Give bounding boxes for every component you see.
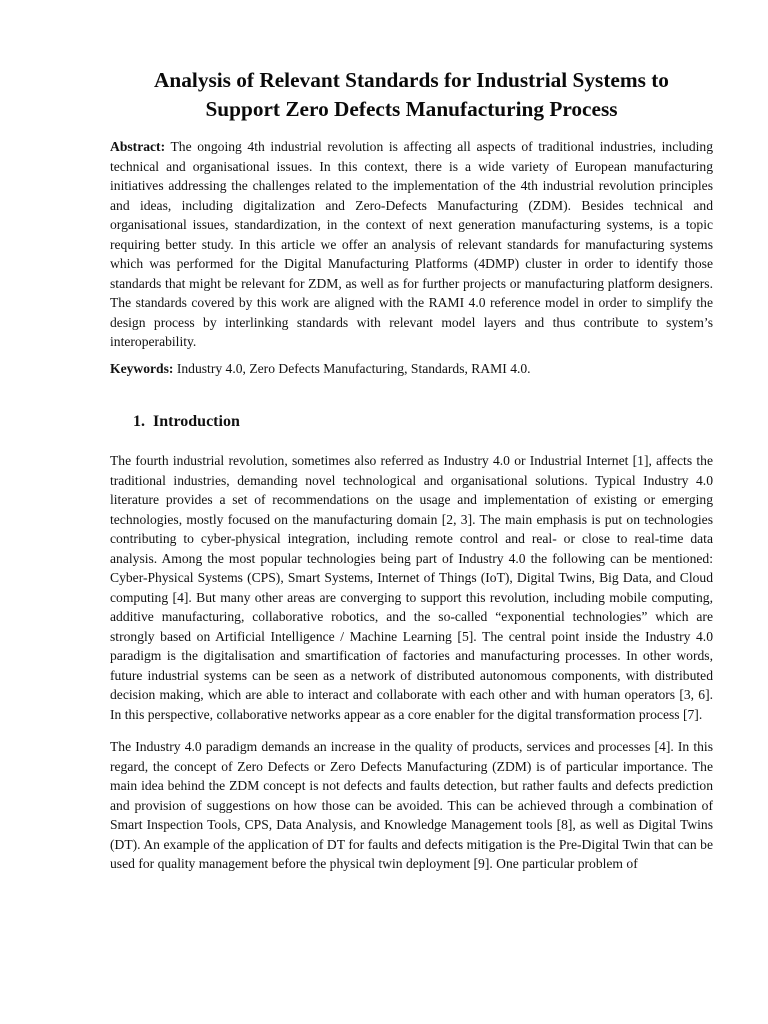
abstract-label: Abstract:	[110, 139, 166, 154]
title-line-1: Analysis of Relevant Standards for Industrial Systems to	[154, 68, 669, 92]
section-heading-introduction	[133, 412, 713, 432]
paper-title	[110, 66, 713, 124]
section-number: 1.	[133, 413, 145, 430]
intro-paragraph-2: The Industry 4.0 paradigm demands an increase in the quality of products, services and processes [4]. In this regard, the concept of Zero Defects or Zero Defects Manufacturing (ZDM) is of particular importance. The main idea behind the ZDM concept is not defects and faults detection, but rather faults and defects prediction and provision of suggestions on how those can be avoided. This can be achieved through a combination of Smart Inspection Tools, CPS, Data Analysis, and Knowledge Management tools [8], as well as Digital Twins (DT). An example of the application of DT for faults and defects mitigation is the Pre-Digital Twin that can be used for quality management before the physical twin deployment [9]. One particular problem of	[110, 739, 713, 871]
intro-paragraph-1: The fourth industrial revolution, sometimes also referred as Industry 4.0 or Industrial Internet [1], affects the traditional industries, demanding novel technological and organisational solutions. Typical Industry 4.0 literature provides a set of recommendations on the usage and implementation of existing or emerging technologies, mostly focused on the manufacturing domain [2, 3]. The main emphasis is put on technologies contributing to cyber-physical integration, including remote control and real- or close to real-time data analysis. Among the most popular technologies being part of Industry 4.0 the following can be mentioned: Cyber-Physical Systems (CPS), Smart Systems, Internet of Things (IoT), Digital Twins, Big Data, and Cloud computing [4]. But many other areas are converging to support this revolution, including mobile computing, additive manufacturing, collaborative robotics, and the so-called “exponential technologies” which are strongly based on Artificial Intelligence / Machine Learning [5]. The central point inside the Industry 4.0 paradigm is the digitalisation and smartification of factories and manufacturing processes. In other words, future industrial systems can be seen as a network of distributed autonomous components, with distributed decision making, which are able to interact and collaborate with each other and with human operators [3, 6]. In this perspective, collaborative networks appear as a core enabler for the digital transformation process [7].	[110, 453, 713, 722]
keywords-label: Keywords:	[110, 360, 174, 376]
paper-page	[110, 66, 713, 887]
section-title: Introduction	[153, 413, 240, 430]
title-line-2: Support Zero Defects Manufacturing Process	[205, 97, 618, 121]
keywords-text: Industry 4.0, Zero Defects Manufacturing, Standards, RAMI 4.0.	[176, 360, 531, 376]
abstract-text: The ongoing 4th industrial revolution is affecting all aspects of traditional industries, including technical and organisational issues. In this context, there is a wide variety of European manufacturing initiatives addressing the challenges related to the implementation of the 4th industrial revolution principles and ideas, including digitalization and Zero-Defects Manufacturing (ZDM). Besides technical and organisational issues, standardization, in the context of next generation manufacturing systems, is a topic requiring better study. In this article we offer an analysis of relevant standards for manufacturing systems which was performed for the Digital Manufacturing Platforms (4DMP) cluster in order to identify those standards that might be relevant for ZDM, as well as for further projects or manufacturing platform designers. The standards covered by this work are aligned with the RAMI 4.0 reference model in order to simplify the design process by interlinking standards with relevant model layers and thus contribute to system’s interoperability.	[110, 139, 713, 349]
abstract	[110, 137, 713, 352]
keywords	[110, 359, 713, 379]
